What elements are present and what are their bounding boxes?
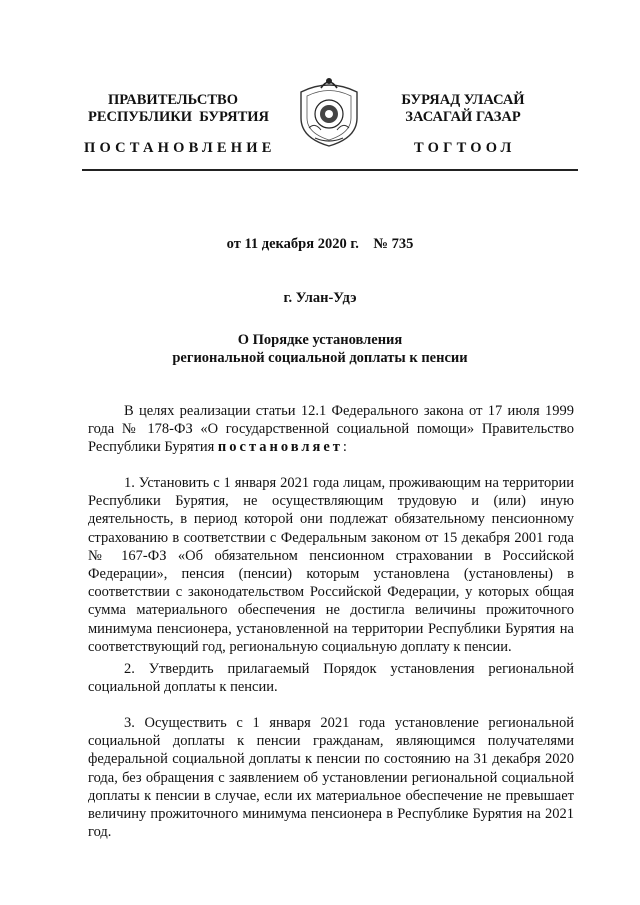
emblem-icon — [295, 72, 363, 150]
intro-keyword: постановляет — [217, 439, 343, 456]
paragraph-1-text: 1. Установить с 1 января 2021 года лицам, проживающим на территории Республики Бурятия, не осуществляющим трудовую и (или) иную деятельность, в период которой они подлежат обязательному пенсионному страхованию в соответствии с Федеральным законом от 15 декабря 2001 года № 167-ФЗ «Об обязательном пенсионном страховании в Российской Федерации», пенсия (пенсии) которым установлена (установлены) в соответствии с законодательством Российской Федерации, у которых общая сумма материального обеспечения не достигла величины прожиточного минимума пенсионера, установленной на территории Республики Бурятия на соответствующий год, региональную социальную доплату к пенсии. — [88, 475, 574, 655]
paragraph-2-text: 2. Утвердить прилагаемый Порядок установления региональной социальной доплаты к пенсии. — [88, 661, 574, 696]
right-org-line1: БУРЯАД УЛАСАЙ — [401, 92, 525, 108]
header-divider — [82, 169, 578, 171]
right-org-name — [388, 92, 538, 126]
title-line1: О Порядке установления — [237, 332, 403, 348]
paragraph-3-text: 3. Осуществить с 1 января 2021 года установление региональной социальной доплаты к пенсии гражданам, являющимся получателями федеральной социальной доплаты к пенсии по состоянию на 31 декабря 2020 года, без обращения с заявлением об установлении региональной социальной доплаты к пенсии в случае, если их материальное обеспечение не превышает величину прожиточного минимума пенсионера в Республике Бурятия на 2021 год. — [88, 715, 574, 841]
left-org-line1: ПРАВИТЕЛЬСТВО — [108, 92, 238, 108]
intro-text: В целях реализации статьи 12.1 Федерального закона от 17 июля 1999 года № 178-ФЗ «О государственной социальной помощи» Правительство Республики Бурятия — [88, 403, 574, 456]
title-line2: региональной социальной доплаты к пенсии — [172, 350, 468, 366]
right-org-line2: ЗАСАГАЙ ГАЗАР — [405, 109, 521, 125]
left-org-line2: РЕСПУБЛИКИ БУРЯТИЯ — [88, 109, 270, 125]
city: г. Улан-Удэ — [283, 290, 357, 306]
right-document-type: ТОГТООЛ — [414, 140, 516, 156]
paragraph-1 — [88, 474, 574, 656]
left-org-name — [88, 92, 270, 126]
intro-end: : — [342, 439, 347, 456]
intro-paragraph — [88, 402, 574, 457]
paragraph-3 — [88, 714, 574, 841]
left-document-type: ПОСТАНОВЛЕНИЕ — [84, 140, 276, 156]
coat-of-arms-emblem — [295, 72, 363, 150]
paragraph-2 — [88, 660, 574, 696]
document-title — [0, 331, 640, 367]
date-and-number: от 11 декабря 2020 г. № 735 — [226, 236, 414, 252]
